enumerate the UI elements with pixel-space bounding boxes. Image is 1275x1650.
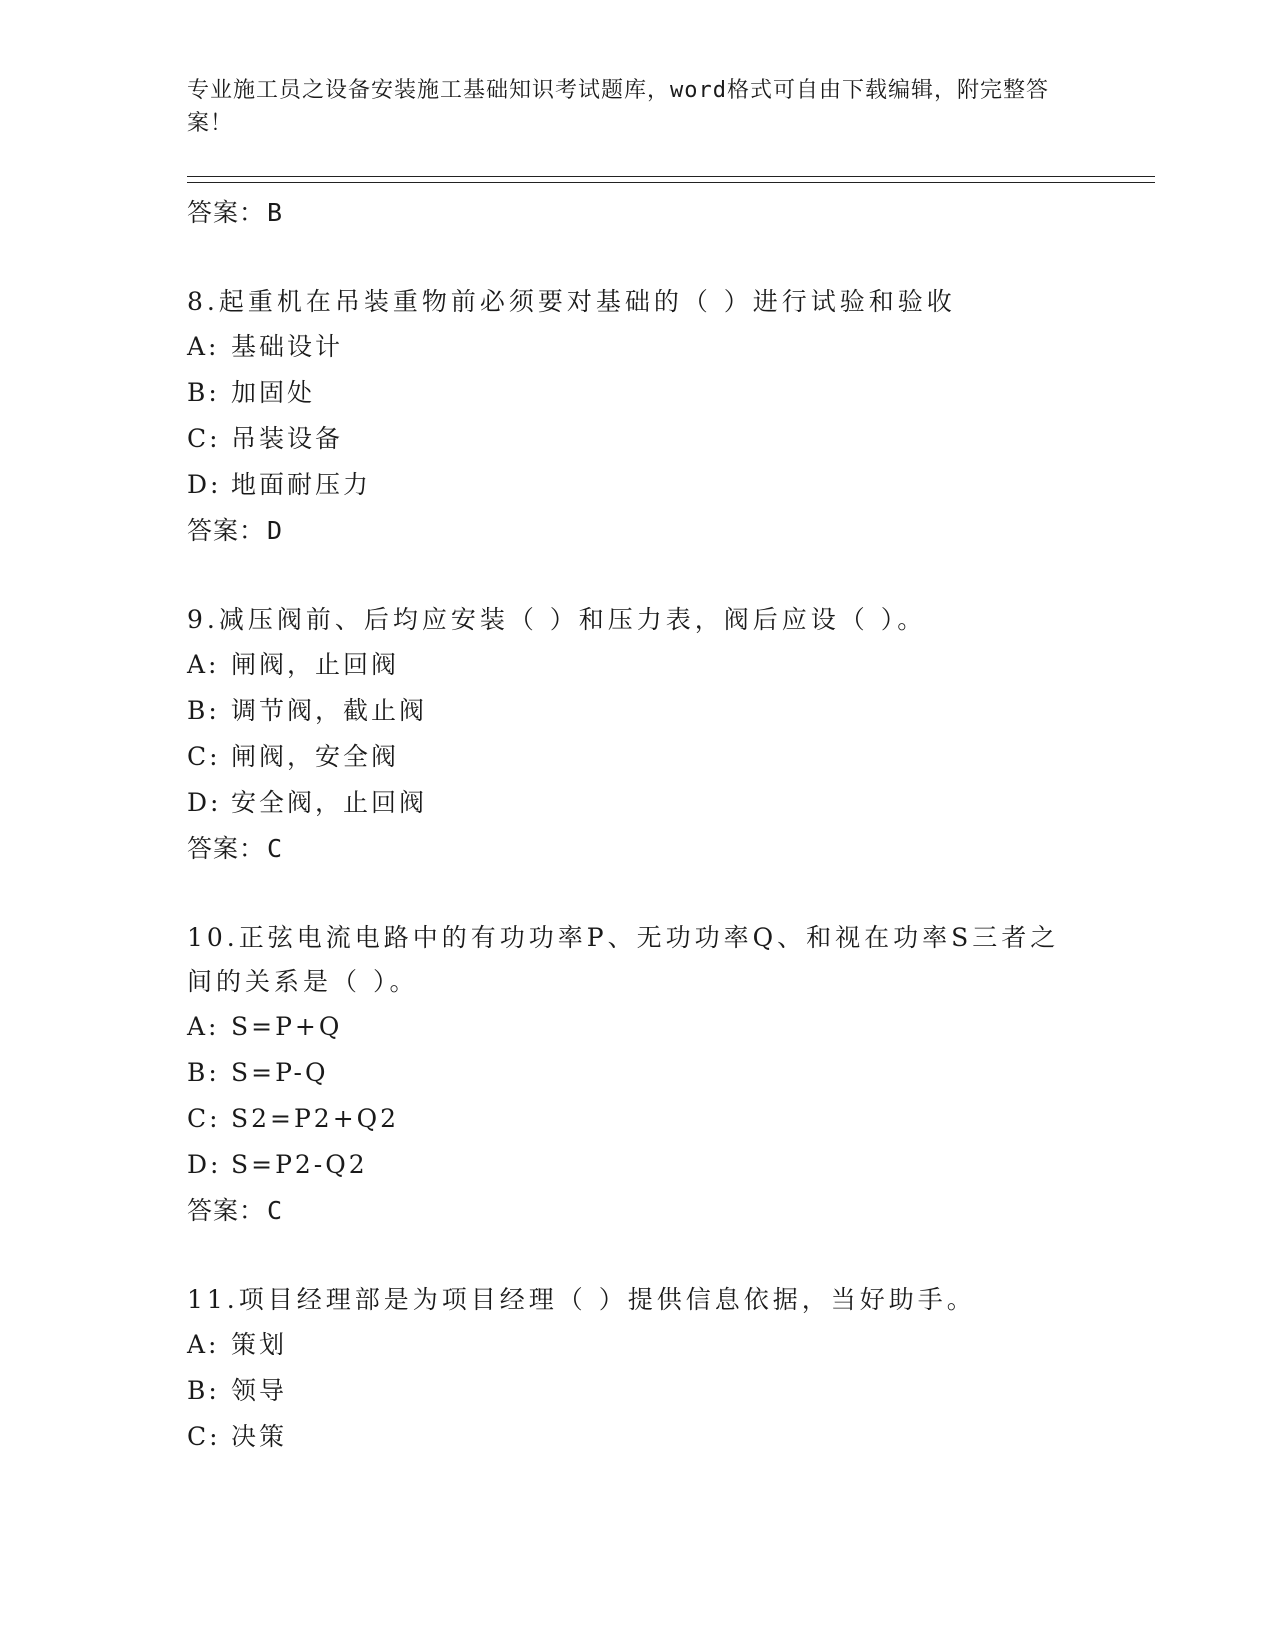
option-d	[187, 462, 1087, 508]
option-text: 调节阀，截止阀	[231, 696, 428, 725]
answer-line	[187, 508, 1087, 554]
question-text: 10.正弦电流电路中的有功功率P、无功功率Q、和视在功率S三者之间的关系是（ ）。	[187, 923, 1060, 996]
option-text: S=P2-Q2	[231, 1150, 368, 1179]
answer-value: C	[267, 834, 284, 863]
option-d	[187, 780, 1087, 826]
answer-line	[187, 1188, 1087, 1234]
option-text: 领导	[231, 1376, 288, 1405]
option-a	[187, 1322, 1087, 1368]
option-a	[187, 1004, 1087, 1050]
option-text: 策划	[231, 1330, 288, 1359]
answer-value: D	[267, 516, 284, 545]
option-b	[187, 688, 1087, 734]
question-list	[187, 190, 1087, 1460]
question-text: 11.项目经理部是为项目经理（ ）提供信息依据，当好助手。	[187, 1285, 976, 1314]
question-text: 8.起重机在吊装重物前必须要对基础的（ ）进行试验和验收	[187, 287, 956, 316]
option-c	[187, 1414, 1087, 1460]
option-text: 决策	[231, 1422, 288, 1451]
answer-line	[187, 190, 1087, 236]
answer-label: 答案：	[187, 198, 266, 227]
option-b	[187, 1368, 1087, 1414]
option-b	[187, 370, 1087, 416]
answer-label: 答案：	[187, 1196, 266, 1225]
header-divider-top	[187, 176, 1155, 177]
option-key: B:	[187, 378, 220, 407]
option-key: A:	[187, 1012, 220, 1041]
option-c	[187, 416, 1087, 462]
option-key: B:	[187, 1058, 220, 1087]
answer-value: B	[267, 198, 284, 227]
question-text: 9.减压阀前、后均应安装（ ）和压力表，阀后应设（ ）。	[187, 605, 927, 634]
option-c	[187, 1096, 1087, 1142]
option-key: D:	[187, 788, 222, 817]
option-text: 安全阀，止回阀	[231, 788, 428, 817]
option-text: 地面耐压力	[231, 470, 372, 499]
option-key: C:	[187, 1104, 221, 1133]
answer-line	[187, 826, 1087, 872]
document-header: 专业施工员之设备安装施工基础知识考试题库，word格式可自由下载编辑，附完整答案！	[187, 78, 1049, 136]
option-a	[187, 642, 1087, 688]
option-text: 吊装设备	[231, 424, 344, 453]
option-text: S=P+Q	[231, 1012, 343, 1041]
option-text: 闸阀，安全阀	[231, 742, 400, 771]
option-key: B:	[187, 1376, 220, 1405]
option-text: 加固处	[231, 378, 316, 407]
option-d	[187, 1142, 1087, 1188]
option-key: D:	[187, 470, 222, 499]
option-key: A:	[187, 1330, 220, 1359]
option-key: D:	[187, 1150, 222, 1179]
header-divider-bottom	[187, 182, 1155, 183]
option-b	[187, 1050, 1087, 1096]
option-a	[187, 324, 1087, 370]
option-key: C:	[187, 424, 221, 453]
option-key: A:	[187, 332, 220, 361]
option-text: 基础设计	[231, 332, 344, 361]
option-text: S=P-Q	[231, 1058, 329, 1087]
option-key: C:	[187, 742, 221, 771]
option-key: B:	[187, 696, 220, 725]
option-c	[187, 734, 1087, 780]
option-key: A:	[187, 650, 220, 679]
answer-label: 答案：	[187, 516, 266, 545]
option-text: 闸阀，止回阀	[231, 650, 400, 679]
answer-value: C	[267, 1196, 284, 1225]
option-key: C:	[187, 1422, 221, 1451]
option-text: S2=P2+Q2	[231, 1104, 400, 1133]
answer-label: 答案：	[187, 834, 266, 863]
